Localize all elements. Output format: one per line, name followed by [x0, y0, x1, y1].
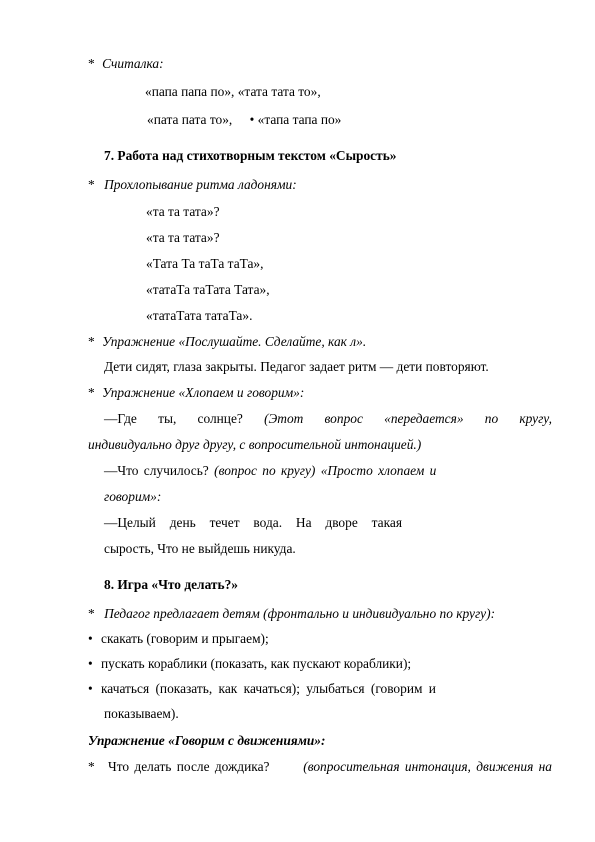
stage-direction: (вопрос по кругу) «Просто хлопаем и [214, 463, 437, 478]
rhyme-line [147, 112, 341, 128]
section-heading: Прохлопывание ритма ладонями: [104, 177, 297, 192]
word: (Этот [264, 411, 304, 426]
dialogue-line [104, 463, 436, 479]
section-teacher-offers [88, 606, 495, 622]
asterisk-marker: * [88, 177, 95, 192]
section-title-8: 8. Игра «Что делать?» [104, 577, 238, 592]
paragraph-text: индивидуально друг другу, с вопросительной интонацией.) [88, 437, 422, 452]
section-heading: Упражнение «Хлопаем и говорим»: [102, 385, 305, 400]
rhyme-text: • «тапа тапа по» [249, 112, 342, 127]
section-counting-rhyme [88, 56, 164, 72]
paragraph-text: Дети сидят, глаза закрыты. Педагог задает ритм — дети повторяют. [104, 359, 489, 374]
rhythm-line: «та та тата»? [146, 204, 220, 219]
rhythm-line: «татаТата татаТа». [146, 308, 253, 323]
word: день [169, 515, 196, 530]
asterisk-marker: * [88, 606, 95, 621]
spoken-text: —Что случилось? [104, 463, 209, 478]
word: вопрос [324, 411, 363, 426]
section-heading: Педагог предлагает детям (фронтально и индивидуально по кругу): [104, 606, 496, 621]
list-item-continuation: показываем). [104, 706, 179, 721]
section-listen-exercise [88, 334, 366, 350]
word: дворе [325, 515, 358, 530]
asterisk-marker: * [88, 385, 95, 400]
word: —Целый [104, 515, 156, 530]
stage-direction: (вопросительная интонация, движения на [303, 759, 552, 774]
word: такая [371, 515, 402, 530]
bullet-icon: • [88, 656, 93, 671]
question-text: Что делать после дождика? [108, 759, 270, 774]
section-heading: Считалка: [102, 56, 164, 71]
word: кругу, [519, 411, 552, 426]
exercise-title: Упражнение «Говорим с движениями»: [88, 733, 326, 748]
asterisk-marker: * [88, 56, 95, 71]
bullet-icon: • [88, 681, 93, 696]
list-item-text: пускать кораблики (показать, как пускают кораблики); [101, 656, 412, 671]
section-heading: Упражнение «Послушайте. Сделайте, как л». [102, 334, 367, 349]
list-item [88, 631, 269, 647]
rhythm-line: «Тата Та таТа таТа», [146, 256, 264, 271]
justified-line [104, 411, 552, 427]
list-item-text: скакать (говорим и прыгаем); [101, 631, 269, 646]
word: На [295, 515, 312, 530]
word: «передается» [384, 411, 464, 426]
rhyme-line: «папа папа по», «тата тата то», [145, 84, 321, 99]
word: по [484, 411, 499, 426]
word: —Где [104, 411, 137, 426]
rhyme-text: «пата пата то», [147, 112, 233, 127]
section-clap-speak [88, 385, 304, 401]
dialogue-line: говорим»: [104, 489, 162, 504]
asterisk-marker: * [88, 759, 95, 774]
poem-line: сырость, Что не выйдешь никуда. [104, 541, 296, 556]
section-clapping [88, 177, 297, 193]
justified-line [104, 515, 402, 531]
asterisk-marker: * [88, 334, 95, 349]
section-after-rain [88, 759, 552, 775]
word: солнце? [197, 411, 243, 426]
section-title-7: 7. Работа над стихотворным текстом «Сырость» [104, 148, 397, 163]
list-item-text: качаться (показать, как качаться); улыбаться (говорим и [101, 681, 436, 696]
rhythm-line: «татаТа таТата Тата», [146, 282, 270, 297]
word: вода. [253, 515, 283, 530]
word: течет [209, 515, 240, 530]
list-item [88, 681, 436, 697]
rhythm-line: «та та тата»? [146, 230, 220, 245]
list-item [88, 656, 412, 672]
word: ты, [158, 411, 177, 426]
bullet-icon: • [88, 631, 93, 646]
